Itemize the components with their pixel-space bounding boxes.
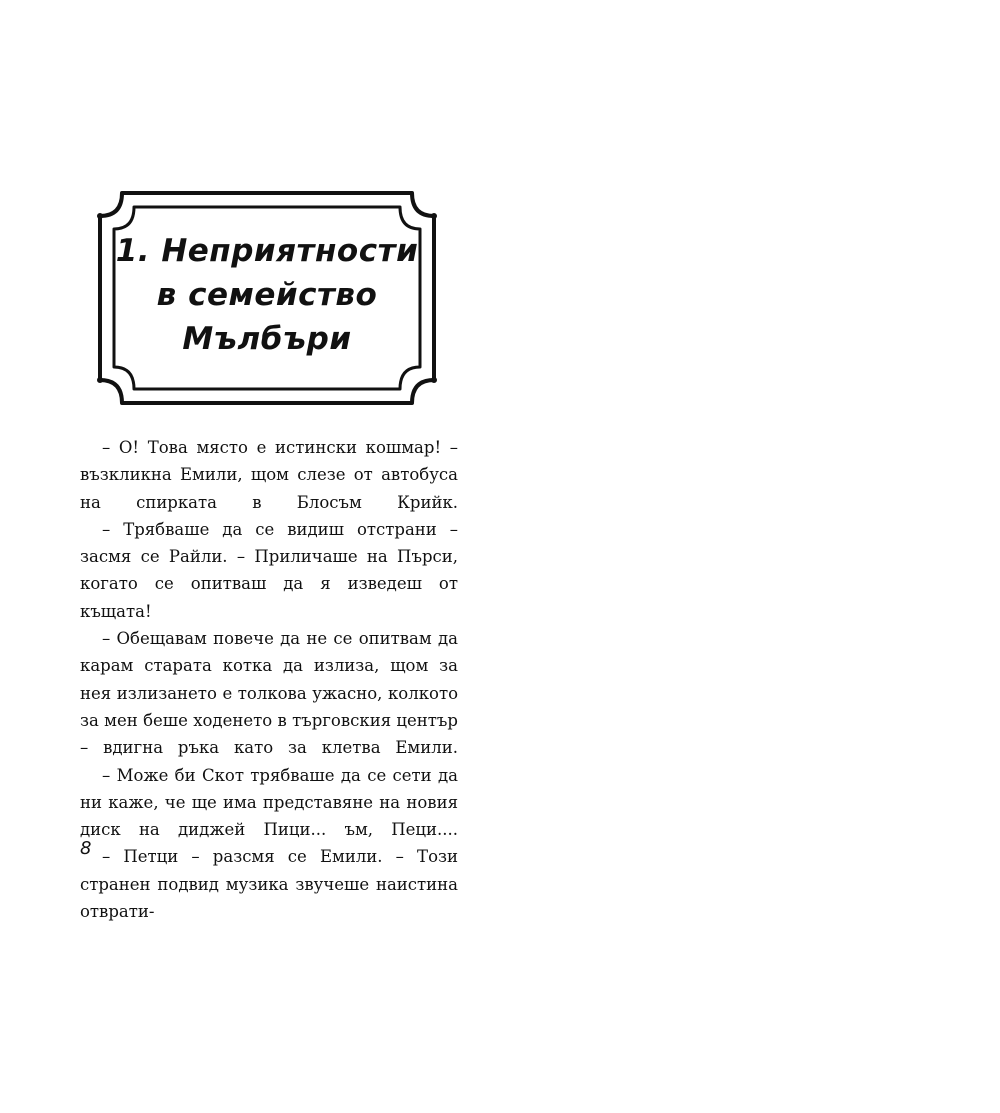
paragraph: – Обещавам повече да не се опитвам да карам старата котка да излиза, щом за нея излизането е толкова ужасно, колкото за мен беше ходенето в търговския център – вдигна ръка като за клетва Емили. [80,629,458,758]
chapter-title-frame [82,183,452,413]
paragraph: – О! Това място е истински кошмар! – възкликна Емили, щом слезе от автобуса на спирката в Блосъм Крийк. [80,438,458,512]
chapter-title [82,229,452,361]
paragraph: – Петци – разсмя се Емили. – Този странен подвид музика звучеше наистина отврати- [80,847,458,922]
chapter-title-line: Мълбъри [182,321,352,357]
right-page [500,0,1000,1000]
chapter-title-line: в семейство [156,277,378,313]
page-number: 8 [80,838,92,859]
left-page-body [80,434,458,925]
chapter-title-line: 1. Неприятности [115,233,419,269]
left-page [0,0,500,1000]
paragraph: – Трябваше да се видиш отстрани – засмя се Райли. – Приличаше на Пърси, когато се опитваш да я изведеш от къщата! [80,519,458,621]
paragraph: – Може би Скот трябваше да се сети да ни каже, че ще има представяне на новия диск на диджей Пици... ъм, Пеци.... [80,765,458,840]
